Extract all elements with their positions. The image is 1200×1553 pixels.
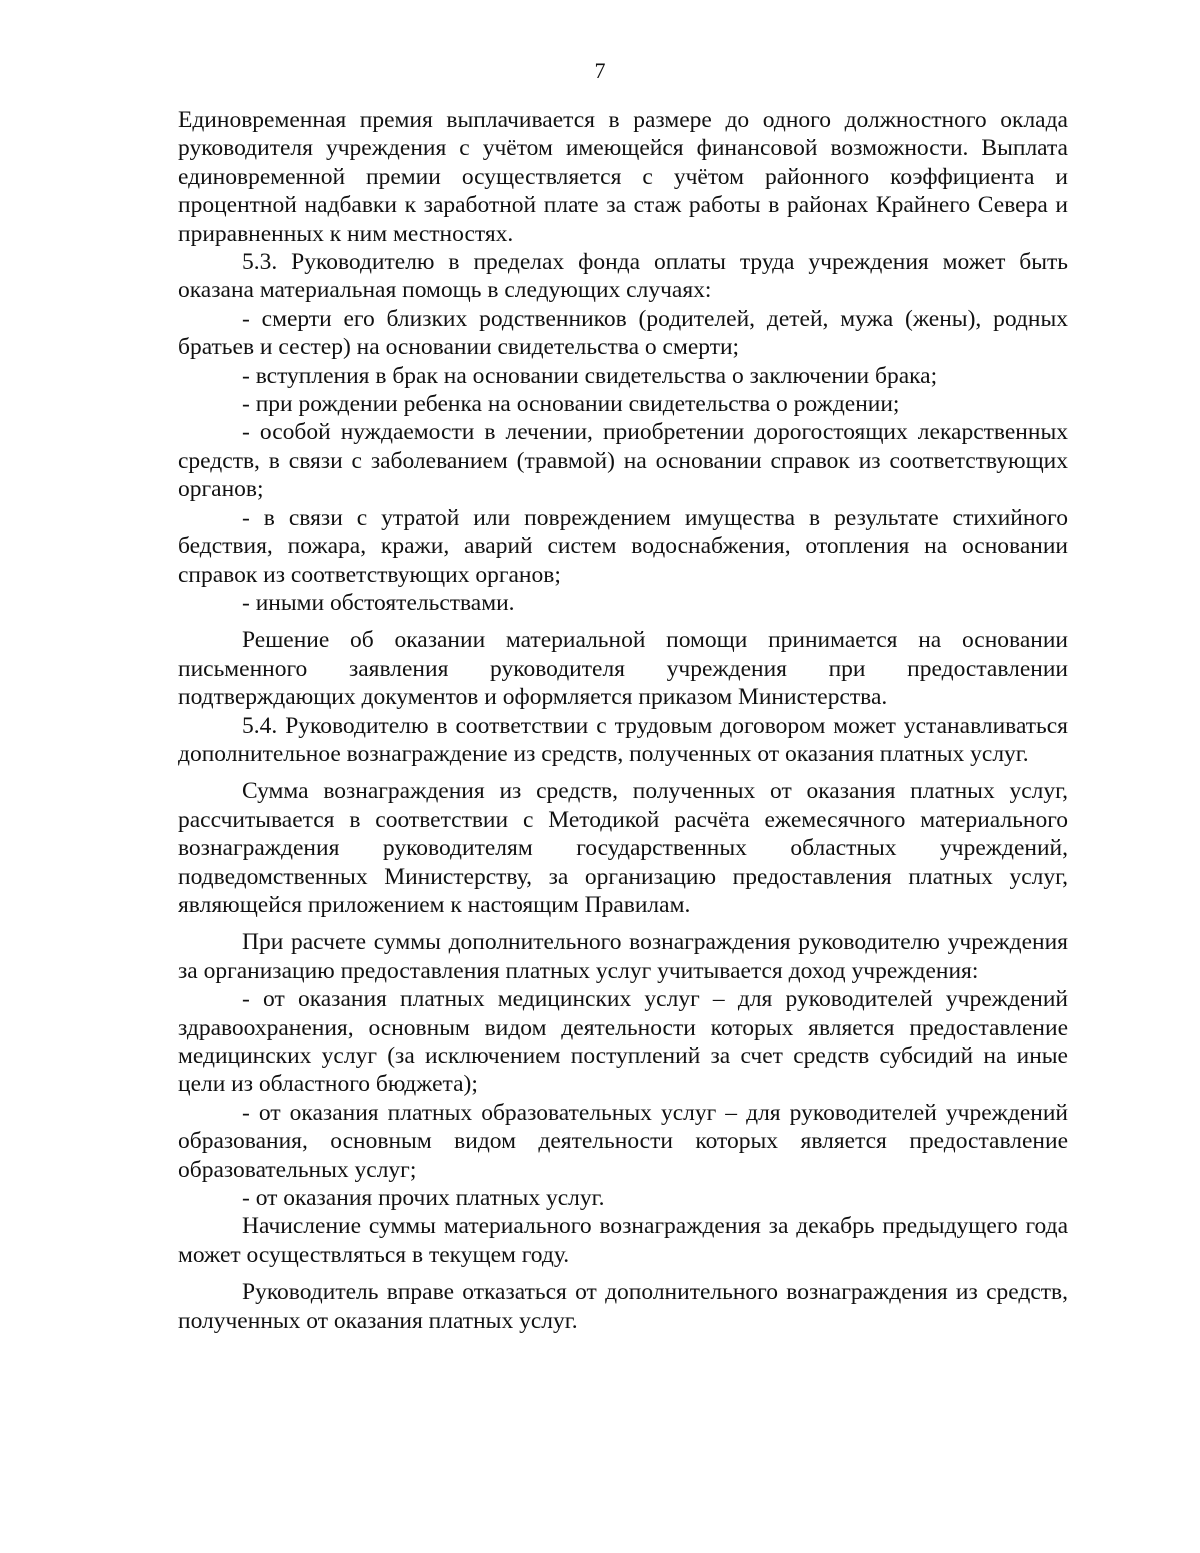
list-item-property-loss: - в связи с утратой или повреждением имущества в результате стихийного бедствия, пожара, кражи, аварий систем водоснабжения, отопления на основании справок из соответствующих органов; xyxy=(178,504,1068,588)
page-number: 7 xyxy=(594,58,606,83)
paragraph-decision-on-aid: Решение об оказании материальной помощи принимается на основании письменного заявления руководителя учреждения при предоставлении подтверждающих документов и оформляется приказом Министерства. xyxy=(178,627,1068,711)
list-item-marriage: - вступления в брак на основании свидетельства о заключении брака; xyxy=(242,362,938,389)
paragraph-right-to-refuse: Руководитель вправе отказаться от дополнительного вознаграждения из средств, полученных от оказания платных услуг. xyxy=(178,1279,1068,1334)
list-item-other-circumstances: - иными обстоятельствами. xyxy=(242,589,515,616)
document-body xyxy=(178,106,1068,1335)
paragraph-one-time-bonus: Единовременная премия выплачивается в размере до одного должностного оклада руководителя учреждения с учётом имеющейся финансовой возможности. Выплата единовременной премии осуществляется с учётом районного коэффициента и процентной надбавки к заработной плате за стаж работы в районах Крайнего Севера и приравненных к ним местностях. xyxy=(178,107,1068,247)
list-item-other-services: - от оказания прочих платных услуг. xyxy=(242,1185,605,1212)
paragraph-december-accrual: Начисление суммы материального вознаграждения за декабрь предыдущего года может осуществляться в текущем году. xyxy=(178,1213,1068,1268)
paragraph-section-5-3: 5.3. Руководителю в пределах фонда оплаты труда учреждения может быть оказана материальная помощь в следующих случаях: xyxy=(178,249,1068,304)
list-item-medical-services: - от оказания платных медицинских услуг – для руководителей учреждений здравоохранения, основным видом деятельности которых является предоставление медицинских услуг (за исключением поступлений за счет средств субсидий на иные цели из областного бюджета); xyxy=(178,986,1068,1098)
list-item-educational-services: - от оказания платных образовательных услуг – для руководителей учреждений образования, основным видом деятельности которых является предоставление образовательных услуг; xyxy=(178,1099,1068,1183)
list-item-childbirth: - при рождении ребенка на основании свидетельства о рождении; xyxy=(242,391,900,418)
paragraph-income-considered: При расчете суммы дополнительного вознаграждения руководителю учреждения за организацию предоставления платных услуг учитывается доход учреждения: xyxy=(178,929,1068,984)
paragraph-section-5-4: 5.4. Руководителю в соответствии с трудовым договором может устанавливаться дополнительное вознаграждение из средств, полученных от оказания платных услуг. xyxy=(178,712,1068,767)
list-item-death-of-relatives: - смерти его близких родственников (родителей, детей, мужа (жены), родных братьев и сестер) на основании свидетельства о смерти; xyxy=(178,305,1068,361)
list-item-medical-need: - особой нуждаемости в лечении, приобретении дорогостоящих лекарственных средств, в связи с заболеванием (травмой) на основании справок из соответствующих органов; xyxy=(178,419,1068,503)
paragraph-reward-calculation: Сумма вознаграждения из средств, полученных от оказания платных услуг, рассчитывается в соответствии с Методикой расчёта ежемесячного материального вознаграждения руководителям государственных областных учреждений, подведомственных Министерству, за организацию предоставления платных услуг, являющейся приложением к настоящим Правилам. xyxy=(178,778,1068,918)
